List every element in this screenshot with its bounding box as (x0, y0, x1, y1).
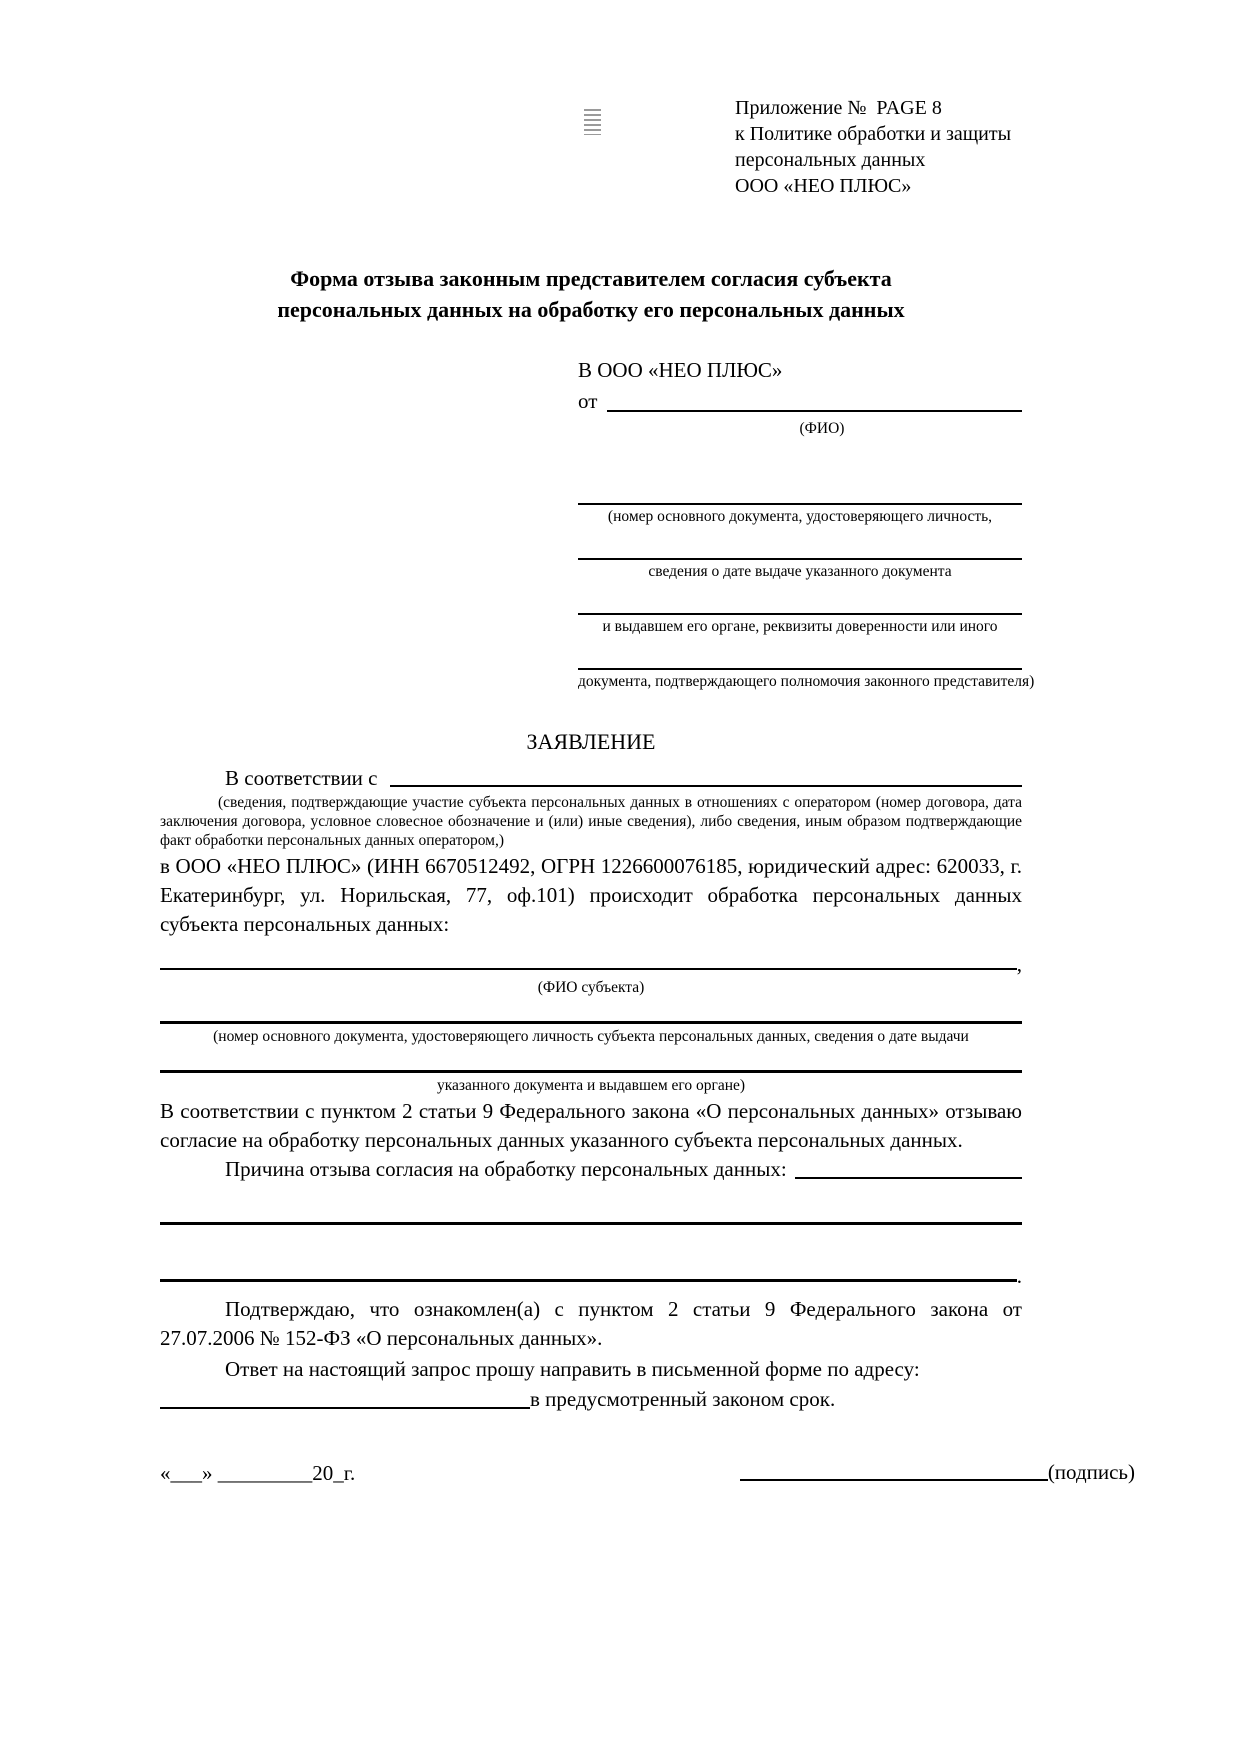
reason-row (160, 1155, 1022, 1184)
appendix-line-2: к Политике обработки и защиты (735, 123, 1012, 145)
statement-heading: ЗАЯВЛЕНИЕ (526, 729, 656, 754)
reason-blank-line-1 (795, 1177, 1022, 1179)
subject-authority-caption: указанного документа и выдавшем его органе) (436, 1077, 746, 1094)
appendix-reference (735, 95, 1022, 199)
response-suffix: в предусмотренный законом срок. (530, 1387, 836, 1411)
issuing-authority-blank-line (578, 613, 1022, 615)
response-address-row (160, 1384, 1022, 1414)
withdrawal-paragraph: В соответствии с пунктом 2 статьи 9 Федерального закона «О персональных данных» отзываю согласие на обработку персональных данных указанного субъекта персональных данных. (160, 1099, 1022, 1152)
appendix-line-3: персональных данных (735, 149, 926, 171)
issue-date-blank-line (578, 558, 1022, 560)
reason-end-row (160, 1265, 1022, 1287)
subject-fio-blank-line (160, 968, 1017, 970)
document-number-blank-line (578, 503, 1022, 505)
authority-document-caption: документа, подтверждающего полномочия законного представителя) (578, 673, 1035, 690)
reason-label: Причина отзыва согласия на обработку персональных данных: (225, 1157, 787, 1181)
basis-note: (сведения, подтверждающие участие субъекта персональных данных в отношениях с оператором (номер договора, дата заключения договора, условное словесное обозначение и (или) иные сведения), либо сведения, иным образом подтверждающие факт обработки персональных данных оператором,) (160, 794, 1022, 849)
address-blank-line (160, 1407, 530, 1409)
appendix-line-4: ООО «НЕО ПЛЮС» (735, 175, 912, 197)
from-label: от (578, 389, 598, 413)
acknowledgement-paragraph: Подтверждаю, что ознакомлен(а) с пунктом 2 статьи 9 Федерального закона от 27.07.2006 № 152-ФЗ «О персональных данных». (160, 1297, 1022, 1350)
subject-document-blank-line (160, 1021, 1022, 1024)
comma-suffix: , (1016, 952, 1022, 976)
basis-blank-line (390, 785, 1023, 787)
period-suffix: . (1016, 1264, 1022, 1288)
subject-document-caption: (номер основного документа, удостоверяющего личность субъекта персональных данных, сведения о дате выдачи (213, 1028, 969, 1045)
signature-blank-line (740, 1479, 1048, 1481)
basis-row (160, 763, 1022, 793)
issue-date-caption: сведения о дате выдаче указанного документа (648, 563, 952, 580)
document-number-caption: (номер основного документа, удостоверяющего личность, (607, 508, 993, 525)
subject-fio-caption: (ФИО субъекта) (537, 979, 645, 996)
reason-blank-line-3 (160, 1279, 1017, 1282)
appendix-line-1: Приложение № PAGE 8 (735, 97, 942, 119)
issuing-authority-caption: и выдавшем его органе, реквизиты доверенности или иного (602, 618, 998, 635)
signature-footer (160, 1458, 1135, 1486)
authority-document-blank-line (578, 668, 1022, 670)
signature-caption: (подпись) (1047, 1460, 1135, 1484)
fio-caption: (ФИО) (799, 420, 845, 437)
representative-fio-blank-line (607, 410, 1022, 412)
reason-blank-line-2 (160, 1222, 1022, 1225)
from-row (578, 385, 1022, 417)
subject-authority-blank-line (160, 1070, 1022, 1073)
hidden-field-marker-icon (584, 109, 601, 135)
signature-group (740, 1458, 1135, 1486)
addressee-block (578, 355, 1035, 691)
response-request-line: Ответ на настоящий запрос прошу направить в письменной форме по адресу: (225, 1357, 920, 1381)
title-line-2: персональных данных на обработку его персональных данных (277, 297, 905, 322)
basis-label: В соответствии с (225, 766, 378, 790)
document-title (160, 263, 1022, 325)
addressee-organization: В ООО «НЕО ПЛЮС» (578, 358, 783, 382)
title-line-1: Форма отзыва законным представителем согласия субъекта (290, 266, 892, 291)
subject-fio-row (160, 953, 1022, 975)
document-header (160, 95, 1022, 199)
operator-paragraph: в ООО «НЕО ПЛЮС» (ИНН 6670512492, ОГРН 1226600076185, юридический адрес: 620033, г. Екатеринбург, ул. Норильская, 77, оф.101) происходит обработка персональных данных субъекта персональных данных: (160, 854, 1022, 936)
date-line: «___» _________20_г. (160, 1461, 356, 1485)
